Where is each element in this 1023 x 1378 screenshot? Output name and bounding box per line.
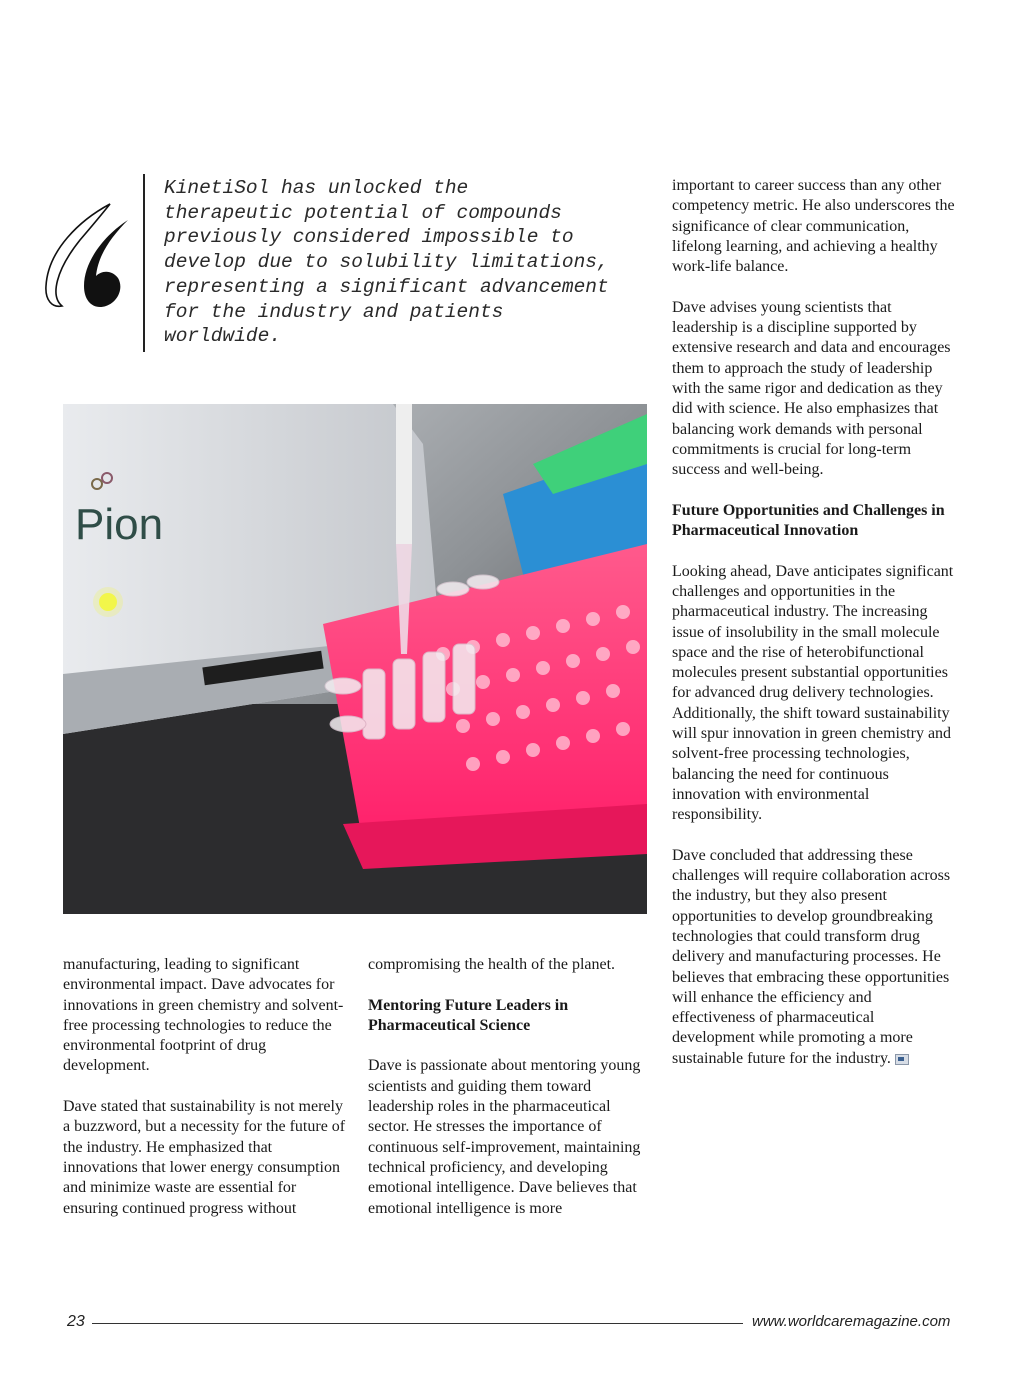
section-heading: Mentoring Future Leaders in Pharmaceutical Science [368, 996, 569, 1034]
closing-paragraph [672, 846, 957, 1069]
quote-divider [143, 174, 145, 352]
paragraph: manufacturing, leading to significant environmental impact. Dave advocates for innovations in green chemistry and solvent-free processing technologies to reduce the environmental footprint of drug development. [63, 956, 344, 1075]
paragraph: Dave advises young scientists that leadership is a discipline supported by extensive research and data and encourages them to approach the study of leadership with the same rigor and dedication as they did with science. He also emphasizes that balancing work demands with personal commitments is crucial for long-term success and well-being. [672, 298, 951, 479]
paragraph: Looking ahead, Dave anticipates significant challenges and opportunities in the pharmaceutical industry. The increasing issue of insolubility in the small molecule space and the rise of heterobifunctional molecules present substantial opportunities for advanced drug delivery technologies. Additionally, the shift toward sustainability will spur innovation in green chemistry and solvent-free processing technologies, balancing the need for continuous innovation with environmental responsibility. [672, 562, 954, 824]
footer-rule [92, 1323, 743, 1324]
footer-url: www.worldcaremagazine.com [752, 1313, 951, 1330]
end-mark-icon [895, 1054, 909, 1065]
paragraph: compromising the health of the planet. [368, 956, 616, 973]
quote-mark-icon [40, 200, 136, 320]
paragraph-text: Dave concluded that addressing these challenges will require collaboration across the industry, but they also present opportunities to develop groundbreaking technologies that could transform drug delivery and manufacturing processes. He believes that embracing these opportunities will enhance the efficiency and effectiveness of pharmaceutical development while promoting a more sustainable future for the industry. [672, 846, 951, 1067]
paragraph: Dave stated that sustainability is not merely a buzzword, but a necessity for the future of the industry. He emphasized that innovations that lower energy consumption and minimize waste are essential for ensuring continued progress without [63, 1098, 346, 1217]
lab-photo [63, 404, 647, 914]
paragraph: Dave is passionate about mentoring young scientists and guiding them toward leadership roles in the pharmaceutical sector. He stresses the importance of continuous self-improvement, maintaining technical proficiency, and developing emotional intelligence. Dave believes that emotional intelligence is more [368, 1057, 641, 1217]
pull-quote: KinetiSol has unlocked the therapeutic potential of compounds previously considered impossible to develop due to solubility limitations, representing a significant advancement for the industry and patients worldwide. [164, 177, 609, 348]
article-column-middle [368, 955, 648, 1239]
section-heading: Future Opportunities and Challenges in Pharmaceutical Innovation [672, 501, 945, 540]
article-column-right [672, 176, 957, 1089]
article-column-left [63, 955, 348, 1239]
paragraph: important to career success than any other competency metric. He also underscores the significance of clear communication, lifelong learning, and achieving a healthy work-life balance. [672, 177, 955, 276]
page-number: 23 [67, 1313, 85, 1330]
pion-logo: Pion [75, 500, 164, 549]
